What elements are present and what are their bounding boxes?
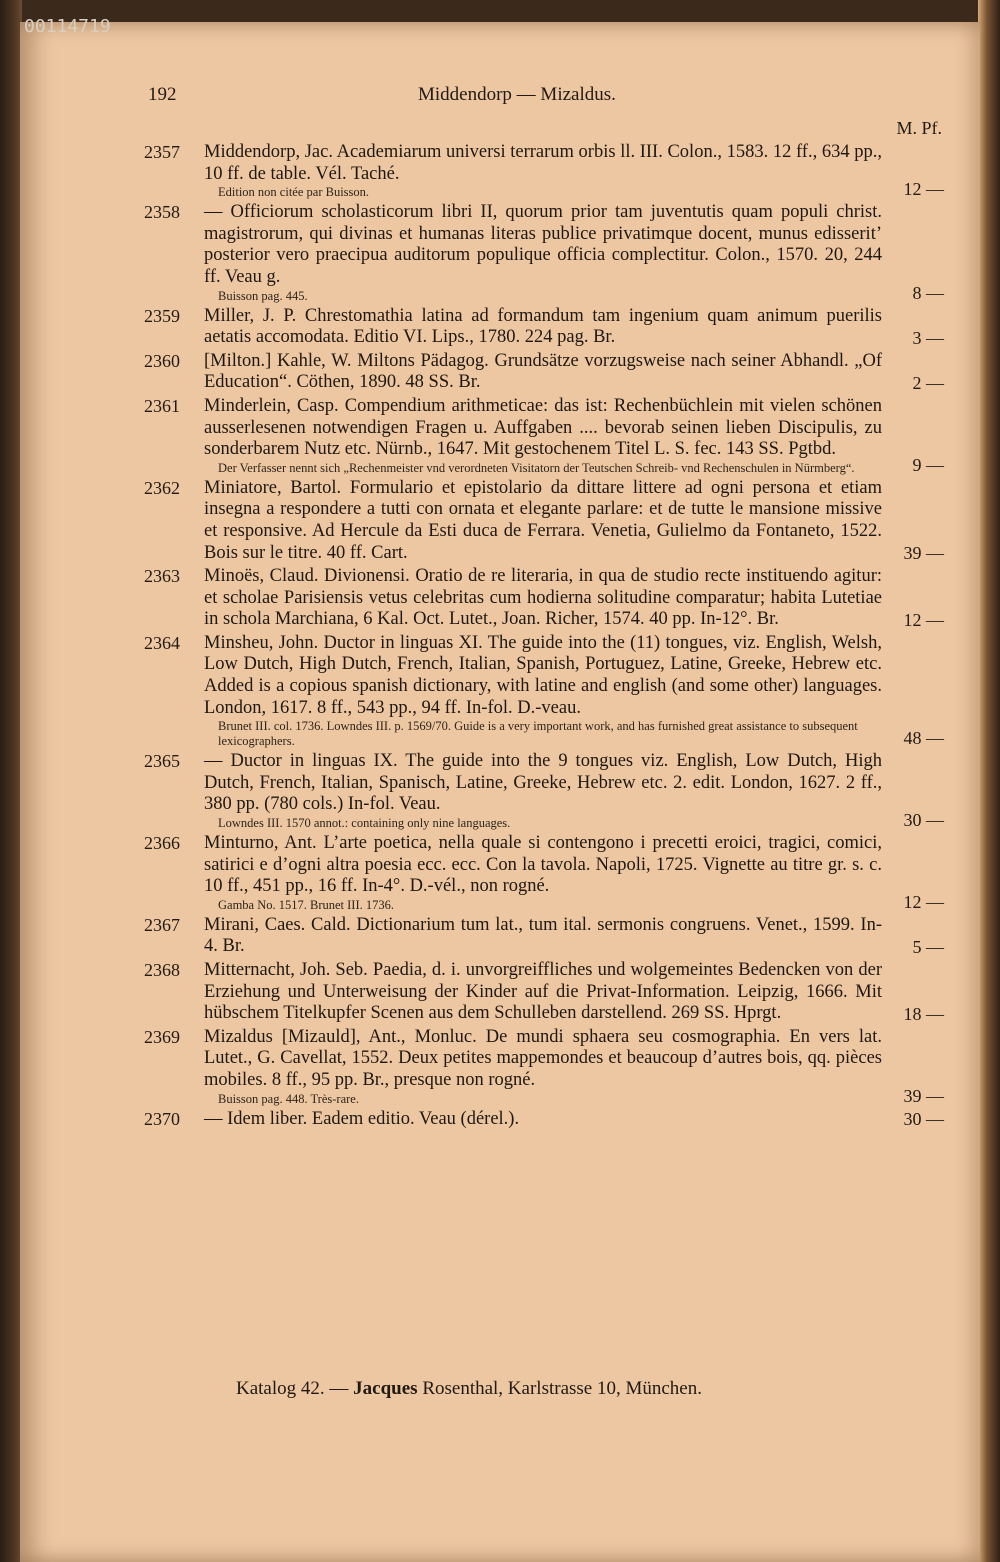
catalog-entry xyxy=(0,351,1000,394)
entry-price: 8 — xyxy=(912,282,944,303)
entry-description: Minoës, Claud. Divionensi. Oratio de re literaria, in qua de studio recte instituendo agitur: et scholae Parisiensis vetus celebritas cum hodierna solitudine comparatur; habita Lutetiae in schola Marchiana, 6 Kal. Oct. Lutet., Joan. Richer, 1574. 40 pp. In-12°. Br. xyxy=(204,566,882,630)
entry-note: Buisson pag. 445. xyxy=(218,288,308,303)
entry-note: Brunet III. col. 1736. Lowndes III. p. 1569/70. Guide is a very important work, and has furnished great assistance to subsequent lexicographers. xyxy=(218,719,858,749)
page-number: 192 xyxy=(148,84,177,105)
entry-description: Minderlein, Casp. Compendium arithmeticae: das ist: Rechenbüchlein mit vielen schönen ausserlesenen notwendigen Fragen u. Auffgaben .... bevorab seinen lieben Discipulis, zu sonderbarem Nutz etc. Nürnb., 1647. Mit gestochenem Titel L. S. fec. 143 SS. Pgtbd. xyxy=(204,395,882,460)
catalog-entry xyxy=(0,960,1000,1025)
entry-description: — Ductor in linguas IX. The guide into the 9 tongues viz. English, Low Dutch, High Dutch, French, Italian, Spanisch, Latine, Greeke, Hebrew etc. 2. edit. London, 1627. 2 ff., 380 pp. (780 cols.) In-fol. Veau. xyxy=(204,751,882,815)
scan-id: 00114719 xyxy=(24,16,111,37)
entry-note: Lowndes III. 1570 annot.: containing only nine languages. xyxy=(218,816,511,831)
entry-price: 18 — xyxy=(903,1003,944,1024)
entry-description: [Milton.] Kahle, W. Miltons Pädagog. Grundsätze vorzugsweise nach seiner Abhandl. „Of Education“. Cöthen, 1890. 48 SS. Br. xyxy=(204,350,882,393)
catalog-entry xyxy=(0,915,1000,958)
catalog-entry xyxy=(0,1027,1000,1107)
entry-price: 30 — xyxy=(903,1109,944,1130)
entry-number: 2368 xyxy=(144,960,180,980)
entry-price: 2 — xyxy=(912,372,944,393)
entry-number: 2361 xyxy=(144,395,180,416)
entry-price: 48 — xyxy=(903,728,944,749)
entry-description: Mizaldus [Mizauld], Ant., Monluc. De mundi sphaera seu cosmographia. En vers lat. Lutet., G. Cavellat, 1552. Deux petites mappemondes et beaucoup d’autres bois, qq. pièces mobiles. 8 ff., 95 pp. Br., presque non rogné. xyxy=(204,1026,882,1090)
entry-number: 2365 xyxy=(144,751,180,772)
entry-description: Minturno, Ant. L’arte poetica, nella quale si contengono i precetti eroici, tragici, comici, satirici e d’ogni altra poesia ecc. ecc. Con la tavola. Napoli, 1725. Vignette au titre gr. s. c. 10 ff., 451 pp., 16 ff. In-4°. D.-vél., non rogné. xyxy=(204,833,882,897)
entry-number: 2363 xyxy=(144,566,180,587)
entry-number: 2367 xyxy=(144,914,180,935)
catalog-entry xyxy=(0,1109,1000,1131)
catalog-entry xyxy=(0,833,1000,913)
entry-description: Mirani, Caes. Cald. Dictionarium tum lat., tum ital. sermonis congruens. Venet., 1599. In-4. Br. xyxy=(204,914,882,957)
footer-prefix: Katalog 42. — xyxy=(236,1378,354,1399)
footer-address: Rosenthal, Karlstrasse 10, München. xyxy=(417,1378,702,1399)
entry-number: 2370 xyxy=(144,1108,180,1129)
entry-number: 2366 xyxy=(144,833,180,854)
entry-price: 30 — xyxy=(903,810,944,831)
entry-note: Edition non citée par Buisson. xyxy=(218,185,370,200)
entry-price: 12 — xyxy=(903,891,944,912)
entry-note: Buisson pag. 448. Très-rare. xyxy=(218,1091,359,1106)
entry-number: 2362 xyxy=(144,477,180,498)
entry-description: Miller, J. P. Chrestomathia latina ad formandum tam ingenium quam animum puerilis aetatis accomodata. Editio VI. Lips., 1780. 224 pag. Br. xyxy=(204,305,882,348)
catalog-entry xyxy=(0,396,1000,476)
entry-number: 2364 xyxy=(144,632,180,653)
entry-number: 2360 xyxy=(144,350,180,371)
entry-price: 39 — xyxy=(903,543,944,564)
footer-publisher: Jacques xyxy=(353,1378,418,1399)
entry-price: 12 — xyxy=(903,179,944,200)
catalog-footer xyxy=(236,1378,702,1400)
entry-number: 2358 xyxy=(144,202,180,223)
price-column-header: M. Pf. xyxy=(896,118,942,138)
entry-description: Minsheu, John. Ductor in linguas XI. The guide into the (11) tongues, viz. English, Welsh, Low Dutch, High Dutch, French, Italian, Spanish, Portuguez, Latine, Greeke, Hebrew etc. Added is a copious spanish dictionary, with latine and english (and some other) languages. London, 1617. 8 ff., 543 pp., 94 ff. In-fol. D.-veau. xyxy=(204,632,882,718)
entry-description: — Officiorum scholasticorum libri II, quorum prior tam juventutis quam populi christ. magistrorum, qui divinas et humanas literas publice privatimque docent, munus edisseritʼ posterior vero praecipua auditorum populique officia complectitur. Colon., 1570. 20, 244 ff. Veau g. xyxy=(204,202,882,287)
entry-description: Miniatore, Bartol. Formulario et epistolario da dittare littere ad ogni persona et etiam insegna a respondere a tutti con ornata et elegante parlare: et de tutte le mansione missive et responsive. Ad Hercule da Esti duca de Ferrara. Venetia, Gulielmo da Fontaneto, 1522. Bois sur le titre. 40 ff. Cart. xyxy=(204,477,882,563)
entry-note: Der Verfasser nennt sich „Rechenmeister vnd verordneten Visitatorn der Teutschen Schreib- vnd Rechenschulen in Nürmberg“. xyxy=(218,460,855,475)
entry-price: 9 — xyxy=(912,454,944,475)
entry-price: 12 — xyxy=(903,609,944,630)
catalog-entry xyxy=(0,306,1000,349)
entry-number: 2357 xyxy=(144,142,180,162)
entry-number: 2369 xyxy=(144,1026,180,1047)
catalog-entry xyxy=(0,202,1000,303)
catalog-entry xyxy=(0,633,1000,749)
catalog-entry xyxy=(0,751,1000,831)
catalog-entry xyxy=(0,566,1000,631)
entry-note: Gamba No. 1517. Brunet III. 1736. xyxy=(218,897,395,912)
entry-price: 39 — xyxy=(903,1085,944,1106)
entry-price: 3 — xyxy=(912,327,944,348)
entry-description: Mitternacht, Joh. Seb. Paedia, d. i. unvorgreiffliches und wolgemeintes Bedencken von der Erziehung und Unterweisung der Kinder auf die Privat-Information. Leipzig, 1666. Mit hübschem Titelkupfer Scenen aus dem Schulleben darstellend. 269 SS. Hprgt. xyxy=(204,960,882,1024)
catalog-entry xyxy=(0,478,1000,564)
catalog-entry xyxy=(0,142,1000,200)
entry-price: 5 — xyxy=(912,937,944,957)
entry-number: 2359 xyxy=(144,305,180,326)
running-title: Middendorp — Mizaldus. xyxy=(418,84,616,105)
entry-description: Middendorp, Jac. Academiarum universi terrarum orbis ll. III. Colon., 1583. 12 ff., 634 pp., 10 ff. de table. Vél. Taché. xyxy=(204,142,882,184)
entry-description: — Idem liber. Eadem editio. Veau (dérel.). xyxy=(204,1108,520,1129)
catalog-entries xyxy=(0,142,1000,1132)
